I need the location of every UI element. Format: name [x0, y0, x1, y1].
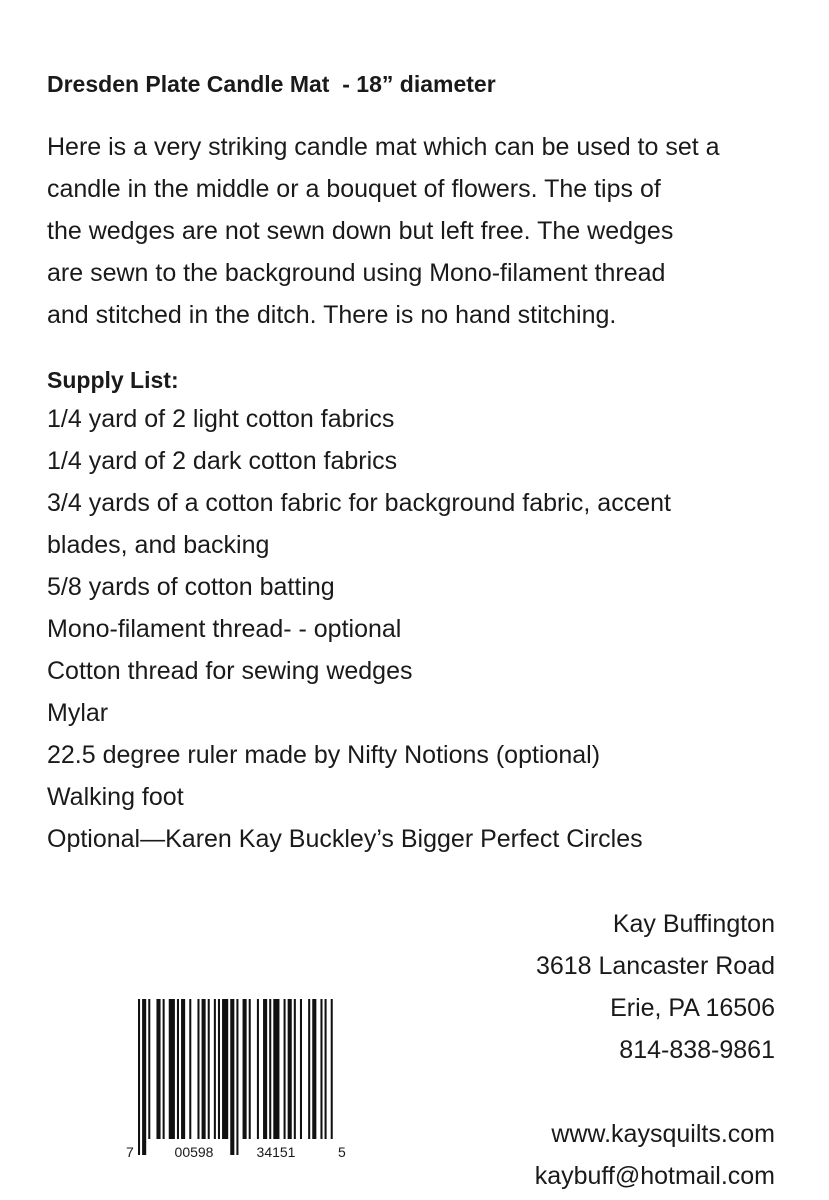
- supply-item: 1/4 yard of 2 dark cotton fabrics: [47, 447, 398, 475]
- barcode-bar: [156, 999, 160, 1139]
- intro-line: candle in the middle or a bouquet of flowers. The tips of: [47, 175, 661, 203]
- barcode-bar: [249, 999, 251, 1139]
- barcode-digit-first: 7: [126, 1144, 134, 1160]
- page-title: Dresden Plate Candle Mat - 18” diameter: [47, 71, 496, 97]
- barcode-digits-left: 00598: [174, 1144, 214, 1160]
- barcode-bar: [300, 999, 302, 1139]
- barcode-bar: [331, 999, 333, 1139]
- barcode-bar: [142, 999, 146, 1155]
- barcode-bar: [148, 999, 150, 1139]
- supply-item: 5/8 yards of cotton batting: [47, 573, 335, 601]
- barcode-bar: [197, 999, 199, 1139]
- supply-list: [47, 398, 671, 860]
- supply-item: Cotton thread for sewing wedges: [47, 657, 413, 685]
- barcode-bar: [269, 999, 271, 1139]
- barcode-bar: [320, 999, 322, 1139]
- contact-website[interactable]: www.kaysquilts.com: [551, 1120, 775, 1148]
- barcode-bar: [243, 999, 247, 1139]
- barcode-bar: [218, 999, 220, 1139]
- barcode-bar: [189, 999, 191, 1139]
- barcode-digit-last: 5: [338, 1144, 346, 1160]
- barcode-bar: [138, 999, 140, 1155]
- supply-item: 1/4 yard of 2 light cotton fabrics: [47, 405, 395, 433]
- supply-item: Walking foot: [47, 783, 184, 811]
- supply-item: Mylar: [47, 699, 109, 727]
- barcode-bars: [138, 999, 333, 1155]
- contact-city: Erie, PA 16506: [610, 994, 775, 1022]
- intro-line: are sewn to the background using Mono-filament thread: [47, 259, 666, 287]
- barcode-bar: [222, 999, 228, 1139]
- supply-item: blades, and backing: [47, 531, 270, 559]
- barcode-bar: [325, 999, 327, 1139]
- barcode-bar: [214, 999, 216, 1139]
- barcode-bar: [202, 999, 206, 1139]
- barcode-graphic: [120, 997, 352, 1167]
- supply-list-heading: Supply List:: [47, 367, 179, 393]
- intro-paragraph: [47, 126, 787, 336]
- barcode-bar: [236, 999, 238, 1155]
- supply-item: Optional—Karen Kay Buckley’s Bigger Perfect Circles: [47, 825, 643, 853]
- barcode: [120, 997, 352, 1167]
- contact-phone: 814-838-9861: [619, 1036, 775, 1064]
- barcode-bar: [312, 999, 316, 1139]
- barcode-bar: [294, 999, 296, 1139]
- barcode-bar: [273, 999, 279, 1139]
- barcode-digits-right: 34151: [256, 1144, 296, 1160]
- barcode-bar: [288, 999, 292, 1139]
- supply-item: Mono-filament thread- - optional: [47, 615, 402, 643]
- intro-line: and stitched in the ditch. There is no hand stitching.: [47, 301, 617, 329]
- contact-street: 3618 Lancaster Road: [535, 952, 775, 980]
- contact-email[interactable]: kaybuff@hotmail.com: [534, 1162, 775, 1190]
- supply-item: 22.5 degree ruler made by Nifty Notions (optional): [47, 741, 601, 769]
- barcode-bar: [308, 999, 310, 1139]
- intro-line: Here is a very striking candle mat which can be used to set a: [47, 133, 720, 161]
- barcode-bar: [169, 999, 175, 1139]
- contact-name: Kay Buffington: [612, 910, 775, 938]
- barcode-bar: [284, 999, 286, 1139]
- contact-block: [535, 903, 775, 1197]
- intro-line: the wedges are not sewn down but left free. The wedges: [47, 217, 674, 245]
- barcode-bar: [177, 999, 179, 1139]
- barcode-bar: [208, 999, 210, 1139]
- barcode-bar: [181, 999, 185, 1139]
- barcode-bar: [263, 999, 267, 1139]
- barcode-bar: [230, 999, 234, 1155]
- barcode-bar: [257, 999, 259, 1139]
- barcode-bar: [163, 999, 165, 1139]
- supply-item: 3/4 yards of a cotton fabric for background fabric, accent: [47, 489, 671, 517]
